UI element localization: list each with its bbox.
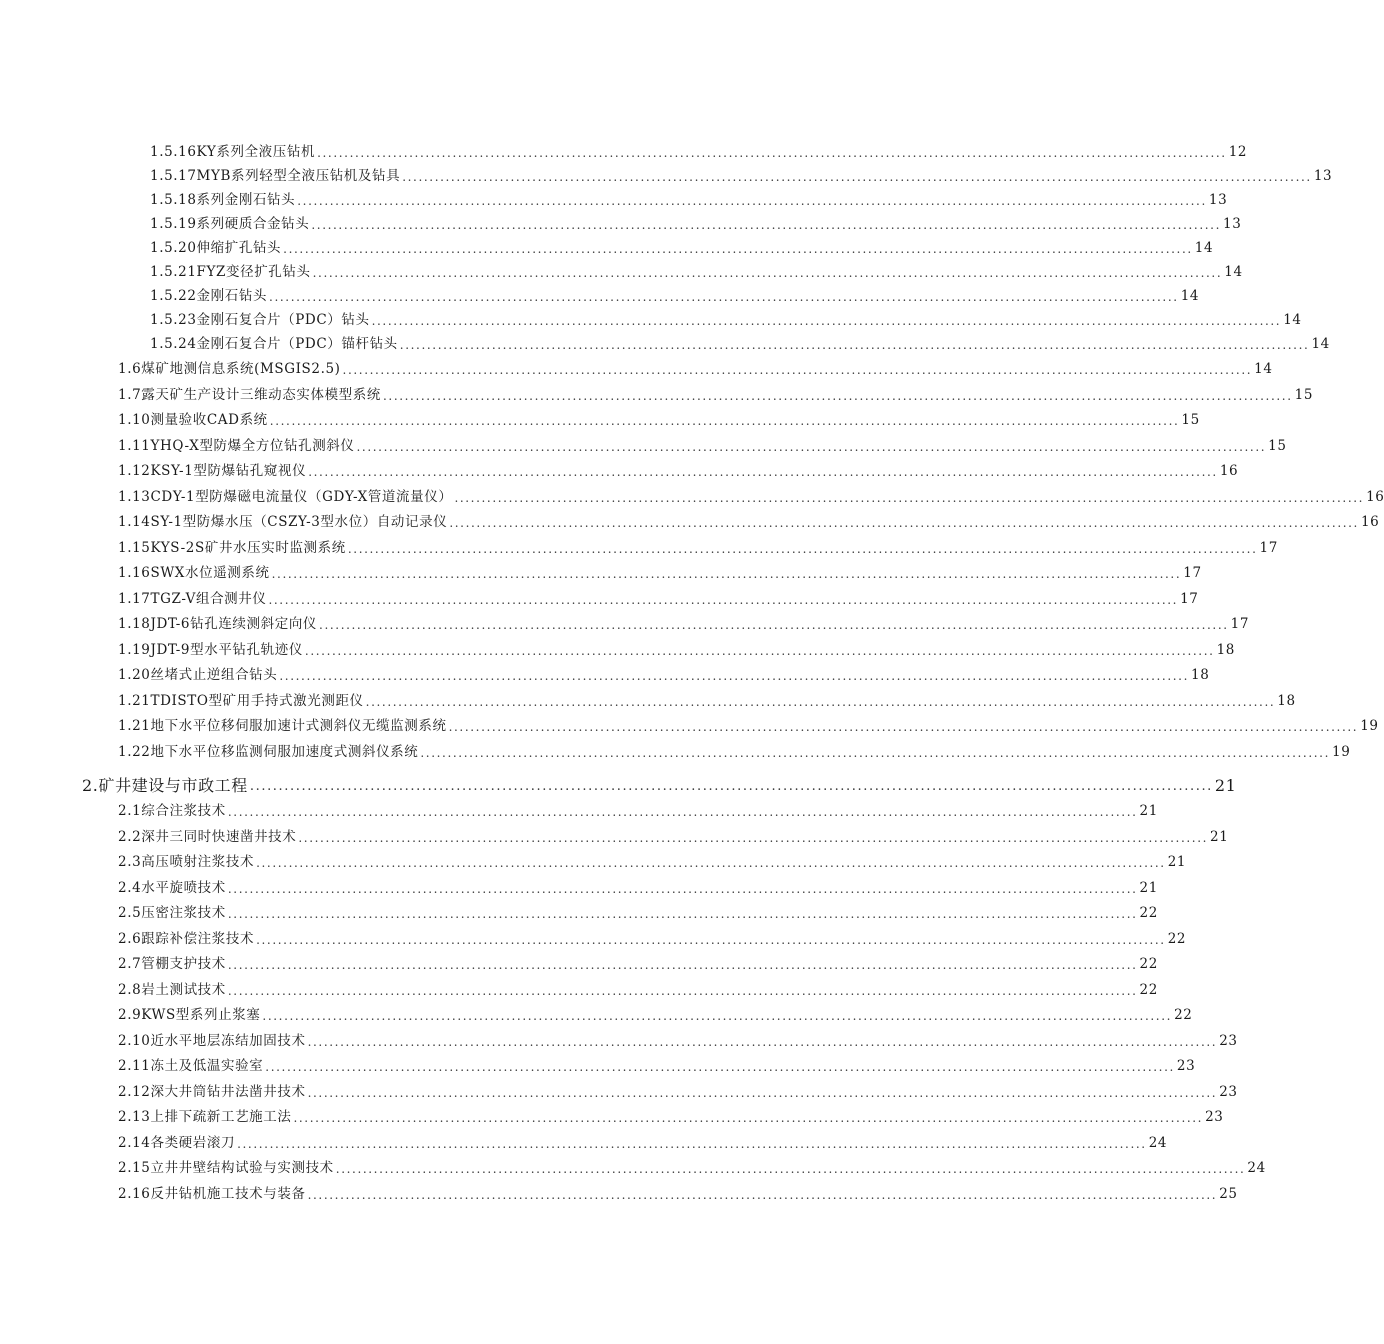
toc-entry-number: 2.5 (118, 905, 142, 921)
toc-entry[interactable] (118, 433, 1287, 455)
toc-entry-page: 16 (1219, 463, 1239, 479)
dot-leader: ........................................................................................................................................................................ (298, 831, 1209, 845)
toc-entry[interactable] (118, 798, 1158, 820)
toc-entry[interactable] (118, 509, 1380, 531)
dot-leader: ........................................................................................................................................................................ (269, 290, 1179, 304)
toc-entry-title: CDY-1型防爆磁电流量仪（GDY-X管道流量仪） (150, 489, 453, 505)
toc-entry-number: 2.16 (118, 1186, 151, 1202)
toc-entry-title: 地下水平位移伺服加速计式测斜仪无缆监测系统 (150, 718, 447, 734)
toc-entry[interactable] (118, 875, 1158, 897)
toc-entry-page: 14 (1311, 336, 1330, 352)
toc-entry-page: 22 (1174, 1007, 1193, 1023)
toc-entry-number: 1.19 (118, 642, 151, 658)
toc-entry-number: 1.5.24 (150, 336, 197, 352)
toc-entry-title: TGZ-V组合测井仪 (150, 591, 267, 607)
toc-entry-page: 24 (1148, 1135, 1168, 1151)
toc-entry-title: 水平旋喷技术 (141, 880, 226, 896)
toc-entry-page: 13 (1208, 192, 1228, 208)
toc-entry-number: 1.7 (118, 387, 142, 403)
toc-entry-page: 14 (1254, 361, 1273, 377)
toc-entry-number: 1.5.21 (150, 264, 197, 280)
toc-entry-title: 近水平地层冻结加固技术 (150, 1033, 306, 1049)
toc-entry-page: 21 (1139, 880, 1158, 896)
toc-entry[interactable] (118, 535, 1278, 557)
toc-entry-title: JDT-6钻孔连续测斜定向仪 (150, 616, 318, 632)
toc-entry[interactable] (150, 283, 1200, 305)
toc-entry[interactable] (118, 484, 1384, 506)
toc-entry-page: 18 (1216, 642, 1235, 658)
toc-entry-number: 2.6 (118, 931, 142, 947)
dot-leader: ........................................................................................................................................................................ (304, 644, 1215, 658)
toc-entry-number: 1.10 (118, 412, 151, 428)
toc-entry-title: 丝堵式止逆组合钻头 (150, 667, 278, 683)
dot-leader: ........................................................................................................................................................................ (256, 856, 1166, 870)
dot-leader: ........................................................................................................................................................................ (269, 414, 1180, 428)
toc-entry-title: 矿井建设与市政工程 (98, 776, 248, 795)
toc-entry-page: 15 (1268, 438, 1287, 454)
toc-entry-page: 15 (1181, 412, 1200, 428)
toc-entry-number: 1.5.18 (150, 192, 197, 208)
toc-entry-title: FYZ变径扩孔钻头 (196, 264, 311, 280)
dot-leader: ........................................................................................................................................................................ (227, 882, 1138, 896)
toc-entry-title: 压密注浆技术 (141, 905, 226, 921)
dot-leader: ........................................................................................................................................................................ (448, 720, 1359, 734)
toc-entry-title: 冻土及低温实验室 (150, 1058, 264, 1074)
dot-leader: ........................................................................................................................................................................ (268, 593, 1179, 607)
toc-entry-page: 18 (1277, 693, 1296, 709)
toc-entry[interactable] (118, 713, 1379, 735)
toc-entry[interactable] (118, 688, 1296, 710)
toc-entry-title: KY系列全液压钻机 (196, 144, 316, 160)
dot-leader: ........................................................................................................................................................................ (308, 465, 1218, 479)
toc-entry[interactable] (118, 849, 1187, 871)
toc-entry[interactable] (118, 382, 1314, 404)
toc-entry-number: 2.10 (118, 1033, 151, 1049)
toc-entry-page: 21 (1167, 854, 1187, 870)
toc-entry-page: 22 (1139, 905, 1158, 921)
toc-entry-title: KWS型系列止浆塞 (141, 1007, 261, 1023)
toc-entry-page: 25 (1219, 1186, 1238, 1202)
toc-entry-title: 深大井筒钻井法凿井技术 (150, 1084, 306, 1100)
toc-entry[interactable] (118, 977, 1158, 999)
toc-entry-number: 1.20 (118, 667, 151, 683)
toc-entry-title: 高压喷射注浆技术 (141, 854, 255, 870)
toc-entry-page: 21 (1210, 829, 1229, 845)
toc-entry-number: 1.18 (118, 616, 151, 632)
toc-entry-page: 17 (1259, 540, 1278, 556)
toc-entry[interactable] (118, 1002, 1193, 1024)
toc-entry-page: 16 (1360, 514, 1380, 530)
dot-leader: ........................................................................................................................................................................ (307, 1035, 1218, 1049)
toc-entry-title: 管棚支护技术 (141, 956, 226, 972)
dot-leader: ........................................................................................................................................................................ (365, 695, 1276, 709)
dot-leader: ........................................................................................................................................................................ (347, 542, 1258, 556)
toc-entry-number: 2.2 (118, 829, 142, 845)
toc-entry-page: 23 (1176, 1058, 1196, 1074)
dot-leader: ........................................................................................................................................................................ (319, 618, 1229, 632)
toc-entry-title: 反井钻机施工技术与装备 (150, 1186, 306, 1202)
dot-leader: ........................................................................................................................................................................ (227, 907, 1138, 921)
dot-leader: ........................................................................................................................................................................ (307, 1086, 1218, 1100)
toc-entry[interactable] (150, 139, 1248, 161)
toc-entry-page: 19 (1332, 744, 1351, 760)
toc-chapter-entry[interactable] (82, 771, 1237, 795)
toc-entry-title: 地下水平位移监测伺服加速度式测斜仪系统 (150, 744, 419, 760)
dot-leader: ........................................................................................................................................................................ (265, 1060, 1175, 1074)
dot-leader: ........................................................................................................................................................................ (382, 389, 1293, 403)
toc-entry-title: 金刚石复合片（PDC）锚杆钻头 (196, 336, 398, 352)
toc-entry-page: 14 (1224, 264, 1243, 280)
toc-entry-page: 21 (1139, 803, 1158, 819)
dot-leader: ........................................................................................................................................................................ (237, 1137, 1147, 1151)
toc-entry[interactable] (118, 1053, 1196, 1075)
toc-entry[interactable] (150, 163, 1333, 185)
dot-leader: ........................................................................................................................................................................ (256, 933, 1166, 947)
toc-entry-title: 金刚石钻头 (196, 288, 268, 304)
toc-entry-number: 2.1 (118, 803, 142, 819)
toc-entry-title: 上排下疏新工艺施工法 (150, 1109, 292, 1125)
toc-entry-page: 18 (1191, 667, 1210, 683)
dot-leader: ........................................................................................................................................................................ (312, 266, 1223, 280)
dot-leader: ........................................................................................................................................................................ (420, 746, 1331, 760)
toc-entry[interactable] (150, 235, 1214, 257)
toc-entry-number: 1.21 (118, 718, 151, 734)
toc-entry-title: 跟踪补偿注浆技术 (141, 931, 255, 947)
dot-leader: ........................................................................................................................................................................ (279, 669, 1190, 683)
toc-entry-page: 14 (1194, 240, 1214, 256)
toc-entry-title: SWX水位遥测系统 (150, 565, 270, 581)
toc-entry[interactable] (118, 407, 1200, 429)
toc-entry-title: 煤矿地测信息系统(MSGIS2.5) (141, 361, 341, 377)
toc-entry[interactable] (150, 331, 1330, 353)
toc-entry-number: 2.8 (118, 982, 142, 998)
toc-entry[interactable] (118, 1079, 1238, 1101)
dot-leader: ........................................................................................................................................................................ (227, 984, 1138, 998)
dot-leader: ........................................................................................................................................................................ (342, 363, 1253, 377)
toc-entry[interactable] (118, 739, 1351, 761)
toc-entry-title: 立井井壁结构试验与实测技术 (150, 1160, 334, 1176)
toc-entry[interactable] (118, 951, 1158, 973)
toc-entry[interactable] (118, 1155, 1266, 1177)
toc-entry-page: 21 (1214, 776, 1237, 795)
toc-entry[interactable] (118, 926, 1187, 948)
toc-entry-page: 17 (1183, 565, 1202, 581)
dot-leader: ........................................................................................................................................................................ (249, 779, 1213, 794)
toc-entry-page: 19 (1360, 718, 1379, 734)
toc-entry-title: 综合注浆技术 (141, 803, 226, 819)
toc-entry[interactable] (118, 611, 1250, 633)
toc-entry-title: 测量验收CAD系统 (150, 412, 268, 428)
toc-entry-page: 17 (1230, 616, 1250, 632)
toc-entry-title: 金刚石复合片（PDC）钻头 (196, 312, 370, 328)
toc-entry-title: YHQ-X型防爆全方位钻孔测斜仪 (150, 438, 355, 454)
toc-entry-number: 2.4 (118, 880, 142, 896)
dot-leader: ........................................................................................................................................................................ (227, 805, 1138, 819)
toc-entry[interactable] (118, 458, 1239, 480)
toc-entry-number: 1.15 (118, 540, 151, 556)
toc-entry[interactable] (118, 1130, 1168, 1152)
toc-entry-title: 伸缩扩孔钻头 (196, 240, 282, 256)
toc-entry-number: 2.13 (118, 1109, 151, 1125)
toc-entry[interactable] (118, 1181, 1238, 1203)
toc-entry-page: 13 (1223, 216, 1242, 232)
dot-leader: ........................................................................................................................................................................ (371, 314, 1282, 328)
dot-leader: ........................................................................................................................................................................ (283, 242, 1193, 256)
toc-entry-number: 1.5.16 (150, 144, 197, 160)
toc-entry[interactable] (118, 662, 1210, 684)
toc-entry-page: 14 (1180, 288, 1200, 304)
dot-leader: ........................................................................................................................................................................ (335, 1162, 1246, 1176)
toc-entry-title: 露天矿生产设计三维动态实体模型系统 (141, 387, 381, 403)
dot-leader: ........................................................................................................................................................................ (262, 1009, 1173, 1023)
toc-entry-number: 1.5.22 (150, 288, 197, 304)
toc-entry-page: 22 (1167, 931, 1187, 947)
toc-entry-number: 2.7 (118, 956, 142, 972)
toc-entry-title: SY-1型防爆水压（CSZY-3型水位）自动记录仪 (150, 514, 448, 530)
toc-entry-number: 2.3 (118, 854, 142, 870)
toc-entry-title: TDISTO型矿用手持式激光测距仪 (150, 693, 364, 709)
toc-entry-title: KYS-2S矿井水压实时监测系统 (150, 540, 346, 556)
toc-entry-number: 1.22 (118, 744, 151, 760)
toc-entry-number: 1.21 (118, 693, 151, 709)
toc-entry-number: 1.17 (118, 591, 151, 607)
toc-entry[interactable] (118, 900, 1158, 922)
toc-entry-number: 1.5.19 (150, 216, 197, 232)
toc-entry-page: 17 (1180, 591, 1199, 607)
toc-entry-page: 16 (1366, 489, 1384, 505)
toc-entry[interactable] (118, 356, 1273, 378)
toc-entry-number: 2.9 (118, 1007, 142, 1023)
toc-entry[interactable] (118, 1028, 1238, 1050)
toc-entry-title: 岩土测试技术 (141, 982, 226, 998)
toc-entry-number: 2.14 (118, 1135, 151, 1151)
toc-entry[interactable] (150, 211, 1242, 233)
toc-entry-number: 1.11 (118, 438, 151, 454)
toc-entry-number: 1.16 (118, 565, 151, 581)
toc-entry-title: 深井三同时快速凿井技术 (141, 829, 297, 845)
toc-entry-page: 23 (1205, 1109, 1224, 1125)
toc-entry-page: 23 (1219, 1084, 1238, 1100)
toc-entry-page: 14 (1283, 312, 1302, 328)
dot-leader: ........................................................................................................................................................................ (356, 440, 1267, 454)
toc-entry-page: 12 (1228, 144, 1248, 160)
toc-entry-title: 各类硬岩滚刀 (150, 1135, 236, 1151)
toc-entry[interactable] (118, 824, 1229, 846)
toc-entry-title: 系列金刚石钻头 (196, 192, 296, 208)
toc-entry-page: 13 (1313, 168, 1333, 184)
dot-leader: ........................................................................................................................................................................ (293, 1111, 1204, 1125)
dot-leader: ........................................................................................................................................................................ (399, 338, 1310, 352)
toc-entry-page: 23 (1219, 1033, 1238, 1049)
dot-leader: ........................................................................................................................................................................ (454, 491, 1365, 505)
dot-leader: ........................................................................................................................................................................ (449, 516, 1359, 530)
toc-entry[interactable] (118, 560, 1202, 582)
toc-entry-page: 22 (1139, 982, 1158, 998)
dot-leader: ........................................................................................................................................................................ (311, 218, 1221, 232)
toc-entry[interactable] (118, 1104, 1224, 1126)
toc-entry-number: 1.5.20 (150, 240, 197, 256)
toc-entry-page: 15 (1294, 387, 1314, 403)
toc-entry[interactable] (150, 307, 1302, 329)
toc-entry-title: KSY-1型防爆钻孔窥视仪 (150, 463, 307, 479)
toc-entry[interactable] (118, 586, 1199, 608)
toc-entry-page: 24 (1247, 1160, 1266, 1176)
toc-entry-number: 2.11 (118, 1058, 151, 1074)
toc-entry[interactable] (150, 187, 1228, 209)
toc-entry-number: 2.12 (118, 1084, 151, 1100)
toc-entry-number: 1.12 (118, 463, 151, 479)
toc-entry-number: 1.14 (118, 514, 151, 530)
dot-leader: ........................................................................................................................................................................ (402, 170, 1312, 184)
dot-leader: ........................................................................................................................................................................ (271, 567, 1182, 581)
dot-leader: ........................................................................................................................................................................ (297, 194, 1207, 208)
toc-entry-page: 22 (1139, 956, 1158, 972)
dot-leader: ........................................................................................................................................................................ (307, 1188, 1218, 1202)
toc-entry[interactable] (118, 637, 1235, 659)
toc-entry-title: MYB系列轻型全液压钻机及钻具 (196, 168, 401, 184)
toc-entry-title: JDT-9型水平钻孔轨迹仪 (150, 642, 303, 658)
toc-entry[interactable] (150, 259, 1243, 281)
toc-entry-number: 1.5.23 (150, 312, 197, 328)
toc-entry-number: 2. (82, 776, 99, 795)
toc-entry-number: 1.13 (118, 489, 151, 505)
toc-entry-number: 1.5.17 (150, 168, 197, 184)
dot-leader: ........................................................................................................................................................................ (227, 958, 1138, 972)
toc-entry-number: 1.6 (118, 361, 142, 377)
dot-leader: ........................................................................................................................................................................ (317, 146, 1227, 160)
toc-entry-title: 系列硬质合金钻头 (196, 216, 310, 232)
toc-entry-number: 2.15 (118, 1160, 151, 1176)
